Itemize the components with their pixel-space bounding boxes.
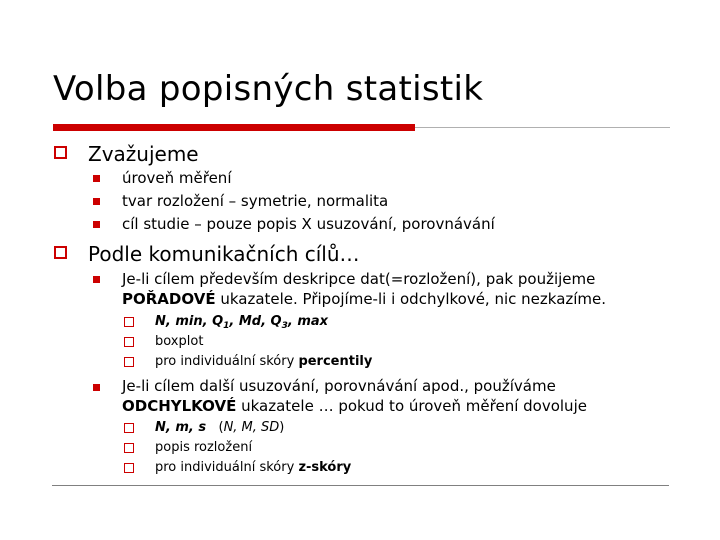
goal2-line1: Je-li cílem další usuzování, porovnávání apod., používáme	[122, 377, 556, 395]
sub-item-nms: N, m, s (N, M, SD)	[155, 420, 285, 435]
goal2-rest: ukazatele … pokud to úroveň měření dovoluje	[236, 397, 587, 415]
filled-square-bullet-icon	[93, 276, 100, 283]
hollow-square-bullet-icon	[124, 357, 134, 367]
filled-square-bullet-icon	[93, 221, 100, 228]
sub-item-popis: popis rozložení	[155, 440, 253, 455]
filled-square-bullet-icon	[93, 175, 100, 182]
goal1-line1: Je-li cílem především deskripce dat(=rozložení), pak použijeme	[122, 270, 596, 288]
list-item: úroveň měření	[122, 169, 232, 187]
sub-item-stats: N, min, $Q_1$, Md, $Q_3$, max	[155, 314, 329, 331]
goal1-keyword: POŘADOVÉ	[122, 290, 216, 308]
footer-rule	[52, 485, 669, 486]
goal1-line2	[122, 290, 606, 308]
goal2-line2	[122, 397, 587, 415]
goal2-keyword: ODCHYLKOVÉ	[122, 397, 237, 415]
title-rule-accent	[53, 124, 415, 131]
hollow-square-bullet-icon	[124, 463, 134, 473]
slide-title: Volba popisných statistik	[53, 69, 484, 109]
hollow-square-bullet-icon	[124, 443, 134, 453]
sub-item-percentily: pro individuální skóry percentily	[155, 354, 373, 369]
hollow-square-bullet-icon	[54, 246, 67, 259]
goal1-rest: ukazatele. Připojíme-li i odchylkové, nic nezkazíme.	[215, 290, 607, 308]
sub-item-boxplot: boxplot	[155, 334, 204, 349]
hollow-square-bullet-icon	[124, 317, 134, 327]
list-item: cíl studie – pouze popis X usuzování, porovnávání	[122, 215, 495, 233]
list-item: tvar rozložení – symetrie, normalita	[122, 192, 389, 210]
sub-item-zskory: pro individuální skóry z-skóry	[155, 460, 352, 475]
hollow-square-bullet-icon	[124, 423, 134, 433]
title-rule-line	[415, 127, 670, 128]
bullet-podle: Podle komunikačních cílů…	[88, 242, 360, 266]
filled-square-bullet-icon	[93, 384, 100, 391]
bullet-zvazujeme: Zvažujeme	[88, 142, 199, 166]
filled-square-bullet-icon	[93, 198, 100, 205]
hollow-square-bullet-icon	[124, 337, 134, 347]
hollow-square-bullet-icon	[54, 146, 67, 159]
